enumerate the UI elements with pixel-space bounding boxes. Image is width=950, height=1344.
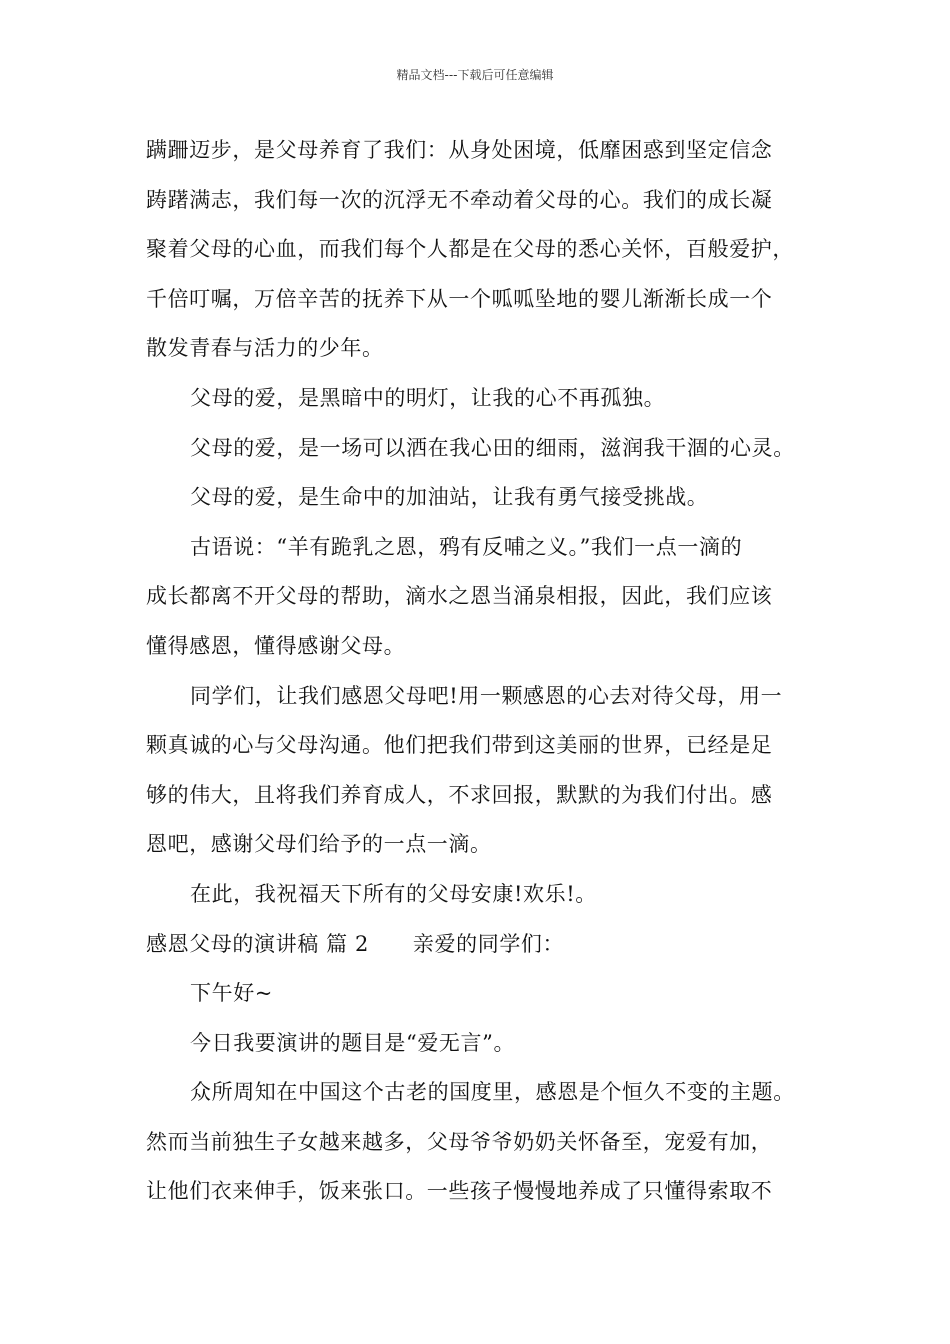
section-heading bbox=[146, 920, 836, 970]
paragraph-line: 成长都离不开父母的帮助，滴水之恩当涌泉相报，因此，我们应该 bbox=[146, 584, 773, 609]
document-body bbox=[146, 126, 836, 1217]
paragraph-line: 懂得感恩，懂得感谢父母。 bbox=[146, 633, 406, 658]
section-title: 感恩父母的演讲稿 篇 2 bbox=[146, 931, 369, 956]
page-header: 精品文档---下载后可任意编辑 bbox=[396, 68, 554, 82]
section-greeting: 亲爱的同学们： bbox=[412, 931, 565, 956]
paragraph-line: 聚着父母的心血，而我们每个人都是在父母的悉心关怀，百般爱护， bbox=[146, 237, 794, 262]
paragraph-line: 散发青春与活力的少年。 bbox=[146, 336, 384, 361]
paragraph-line: 在此，我祝福天下所有的父母安康!欢乐!。 bbox=[190, 881, 597, 906]
paragraph-line: 古语说：“羊有跪乳之恩，鸦有反哺之义。”我们一点一滴的 bbox=[190, 534, 743, 559]
paragraph-line: 下午好~ bbox=[190, 981, 273, 1006]
paragraph-line: 父母的爱，是一场可以洒在我心田的细雨，滋润我干涸的心灵。 bbox=[190, 435, 795, 460]
paragraph-line: 恩吧，感谢父母们给予的一点一滴。 bbox=[146, 832, 492, 857]
paragraph-line: 同学们，让我们感恩父母吧!用一颗感恩的心去对待父母，用一 bbox=[190, 683, 783, 708]
paragraph-line: 让他们衣来伸手，饭来张口。一些孩子慢慢地养成了只懂得索取不 bbox=[146, 1179, 773, 1204]
paragraph-line: 父母的爱，是生命中的加油站，让我有勇气接受挑战。 bbox=[190, 485, 709, 510]
paragraph-line: 踌躇满志，我们每一次的沉浮无不牵动着父母的心。我们的成长凝 bbox=[146, 187, 773, 212]
paragraph-line: 千倍叮嘱，万倍辛苦的抚养下从一个呱呱坠地的婴儿渐渐长成一个 bbox=[146, 286, 773, 311]
paragraph-line: 够的伟大，且将我们养育成人，不求回报，默默的为我们付出。感 bbox=[146, 782, 773, 807]
paragraph-line: 颗真诚的心与父母沟通。他们把我们带到这美丽的世界，已经是足 bbox=[146, 733, 773, 758]
paragraph-line: 众所周知在中国这个古老的国度里，感恩是个恒久不变的主题。 bbox=[190, 1080, 795, 1105]
paragraph-line: 父母的爱，是黑暗中的明灯，让我的心不再孤独。 bbox=[190, 385, 666, 410]
paragraph-line: 然而当前独生子女越来越多，父母爷爷奶奶关怀备至，宠爱有加， bbox=[146, 1129, 773, 1154]
paragraph-line: 蹒跚迈步，是父母养育了我们：从身处困境，低靡困惑到坚定信念 bbox=[146, 138, 773, 162]
paragraph-line: 今日我要演讲的题目是“爱无言”。 bbox=[190, 1030, 516, 1055]
